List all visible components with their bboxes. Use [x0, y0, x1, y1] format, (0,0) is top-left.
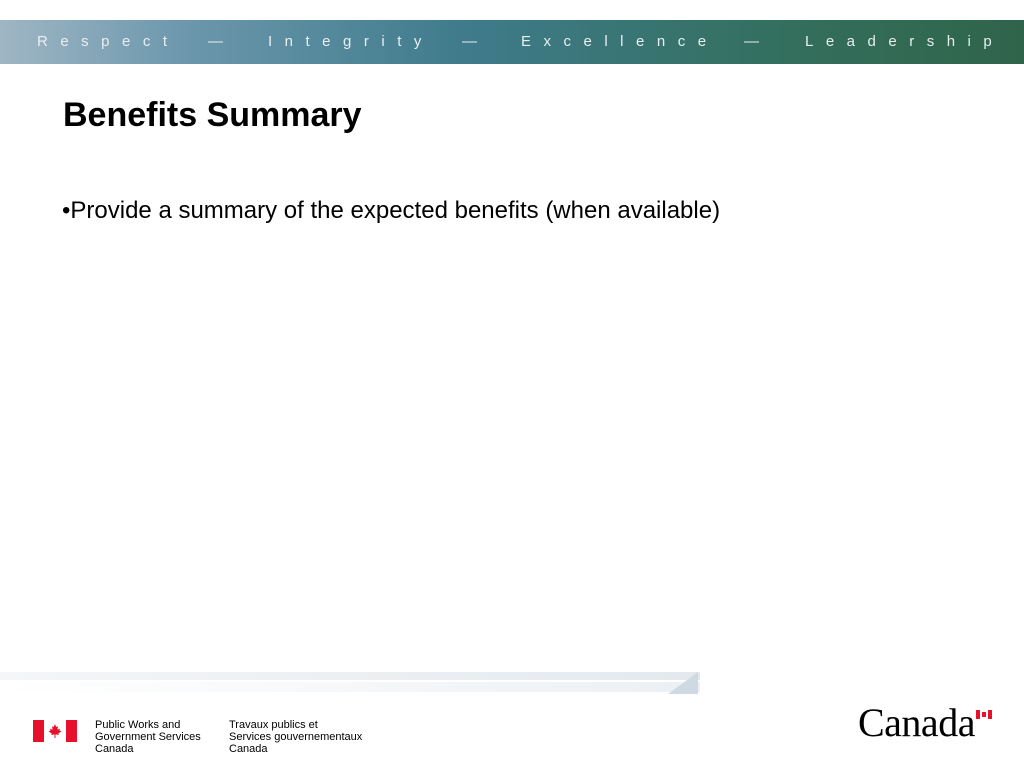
bullet-item: •Provide a summary of the expected benefits (when available): [62, 197, 721, 224]
maple-leaf-icon: [47, 723, 63, 739]
values-text: [0, 20, 1024, 64]
flag-center: [44, 720, 66, 742]
flag-bar: [33, 720, 44, 742]
values-banner: [0, 20, 1024, 64]
footer-band: [0, 672, 1024, 700]
footer-fold: [668, 672, 698, 694]
dept-line: Services gouvernementaux: [229, 731, 363, 743]
dept-line: Canada: [229, 743, 268, 755]
flag-bar: [66, 720, 77, 742]
separator: —: [208, 33, 223, 50]
bullet-list: [62, 197, 720, 225]
separator: —: [744, 33, 759, 50]
value-respect: Respect: [37, 33, 180, 50]
canada-flag-icon: [33, 720, 77, 742]
canada-wordmark: [858, 701, 975, 745]
separator: —: [462, 33, 477, 50]
footer-cut: [700, 672, 1024, 694]
dept-line: Public Works and: [95, 719, 181, 731]
dept-line: Travaux publics et: [229, 719, 318, 731]
wordmark-text: Canada: [858, 700, 975, 745]
department-name-english: [95, 719, 201, 755]
dept-line: Canada: [95, 743, 134, 755]
slide-title: Benefits Summary: [63, 96, 362, 134]
dept-line: Government Services: [95, 731, 201, 743]
department-name-french: [229, 719, 362, 755]
value-integrity: Integrity: [268, 33, 434, 50]
value-leadership: Leadership: [805, 33, 1005, 50]
value-excellence: Excellence: [521, 33, 719, 50]
wordmark-flag-icon: [976, 710, 992, 719]
